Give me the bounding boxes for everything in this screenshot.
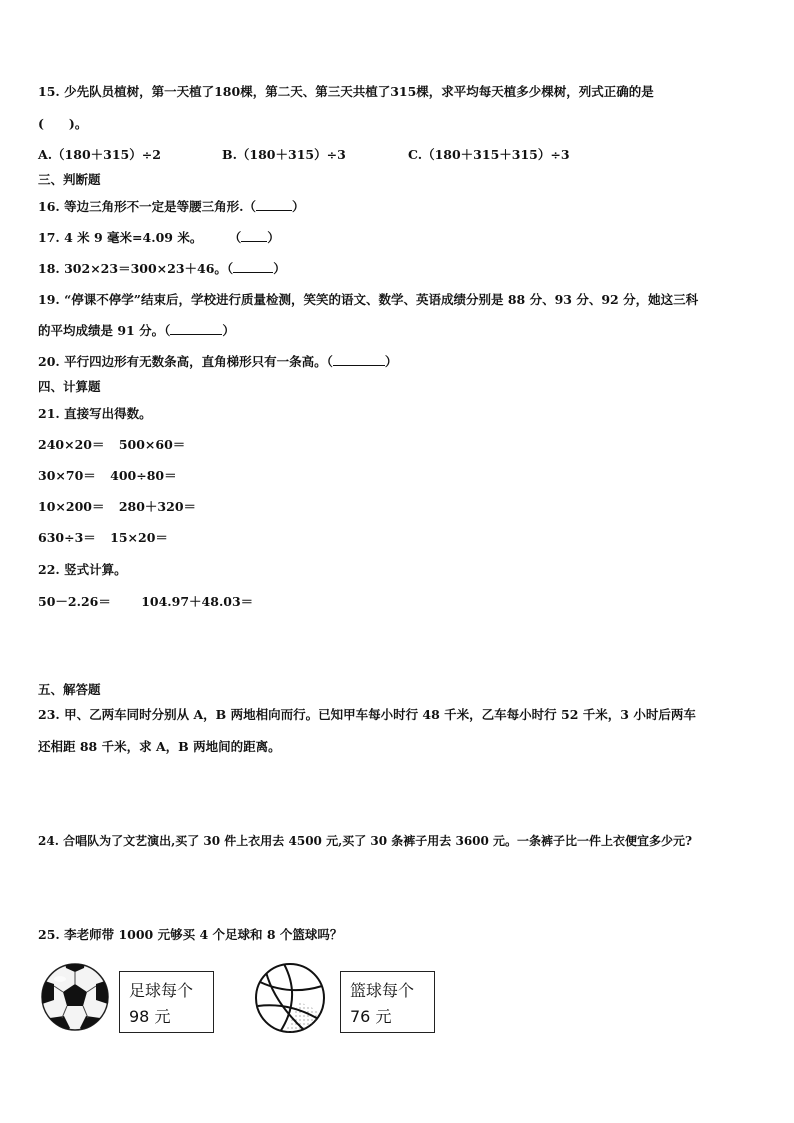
question-number: 24. (38, 834, 59, 848)
question-number: 15. (38, 84, 60, 99)
question-number: 17. (38, 230, 60, 245)
close-paren: ） (267, 230, 280, 245)
question-text: “停课不停学”结束后，学校进行质量检测，笑笑的语文、数学、英语成绩分别是 88 分、93 分、92 分，她这三科 (64, 292, 699, 307)
question-15 (38, 84, 654, 100)
question-text: 少先队员植树，第一天植了180棵，第二天、第三天共植了315棵，求平均每天植多少棵树，列式正确的是 (64, 84, 654, 99)
close-paren: ） (222, 323, 235, 338)
open-paren: （ (228, 230, 242, 245)
price-card-price: 98 元 (129, 1007, 171, 1026)
section-heading-judgment: 三、判断题 (38, 172, 101, 187)
question-20 (38, 354, 397, 370)
question-24 (38, 833, 692, 849)
calc-row (38, 499, 196, 515)
question-23-cont: 还相距 88 千米，求 A，B 两地间的距离。 (38, 739, 281, 754)
question-19-cont (38, 323, 235, 339)
calc-row (38, 530, 168, 546)
calc-item: 240×20＝ (38, 437, 105, 452)
calc-item: 30×70＝ (38, 468, 96, 483)
question-text: 竖式计算。 (64, 562, 127, 577)
calc-item: 10×200＝ (38, 499, 105, 514)
calc-item: 500×60＝ (118, 437, 186, 452)
calc-item: 15×20＝ (110, 530, 168, 545)
question-22 (38, 562, 127, 578)
answer-blank[interactable] (333, 354, 385, 366)
option-b: B.（180＋315）÷3 (222, 147, 346, 162)
price-card-label: 足球每个 (129, 981, 194, 1000)
soccer-ball-icon (40, 962, 110, 1032)
price-card-soccer (119, 971, 214, 1033)
question-text: 李老师带 1000 元够买 4 个足球和 8 个篮球吗？ (64, 927, 343, 942)
question-number: 21. (38, 406, 60, 421)
basketball-icon (254, 962, 326, 1034)
question-text: 4 米 9 毫米=4.09 米。 (64, 230, 203, 245)
section-heading-calculation: 四、计算题 (38, 379, 101, 394)
calc-item: 280＋320＝ (118, 499, 197, 514)
option-a: A.（180＋315）÷2 (38, 147, 161, 162)
calc-item: 630÷3＝ (38, 530, 96, 545)
close-paren: ） (291, 199, 305, 214)
question-21 (38, 406, 152, 422)
answer-blank[interactable] (256, 199, 292, 211)
question-text: 的平均成绩是 91 分。（ (38, 323, 171, 338)
question-text: 甲、乙两车同时分别从 A，B 两地相向而行。已知甲车每小时行 48 千米，乙车每小时行 52 千米，3 小时后两车 (64, 707, 696, 722)
calc-row (38, 468, 177, 484)
option-c: C.（180＋315＋315）÷3 (408, 147, 570, 162)
question-23 (38, 707, 696, 723)
question-number: 22. (38, 562, 60, 577)
question-number: 18. (38, 261, 60, 276)
question-text: 合唱队为了文艺演出,买了 30 件上衣用去 4500 元,买了 30 条裤子用去 3600 元。一条裤子比一件上衣便宜多少元? (63, 834, 693, 848)
calc-row (38, 594, 253, 610)
answer-blank[interactable] (233, 261, 273, 273)
answer-paren: ( )。 (38, 116, 88, 131)
question-17 (38, 230, 280, 246)
calc-item: 50－2.26＝ (38, 594, 111, 609)
question-16 (38, 199, 304, 215)
question-text: 直接写出得数。 (64, 406, 152, 421)
question-18 (38, 261, 286, 277)
question-number: 23. (38, 707, 60, 722)
question-25 (38, 927, 342, 943)
question-text: 平行四边形有无数条高，直角梯形只有一条高。（ (64, 354, 333, 369)
calc-item: 400÷80＝ (110, 468, 177, 483)
question-number: 16. (38, 199, 60, 214)
calc-row (38, 437, 185, 453)
price-card-label: 篮球每个 (350, 981, 415, 1000)
price-card-basketball (340, 971, 435, 1033)
close-paren: ） (384, 354, 398, 369)
section-heading-word-problems: 五、解答题 (38, 682, 101, 697)
answer-blank[interactable] (241, 230, 267, 242)
close-paren: ） (273, 261, 286, 276)
calc-item: 104.97＋48.03＝ (141, 594, 254, 609)
question-number: 20. (38, 354, 60, 369)
answer-blank[interactable] (170, 323, 222, 335)
question-number: 25. (38, 927, 60, 942)
question-number: 19. (38, 292, 60, 307)
question-19 (38, 292, 698, 308)
price-card-price: 76 元 (350, 1007, 392, 1026)
question-text: 302×23＝300×23＋46。（ (64, 261, 234, 276)
question-text: 等边三角形不一定是等腰三角形.（ (64, 199, 256, 214)
